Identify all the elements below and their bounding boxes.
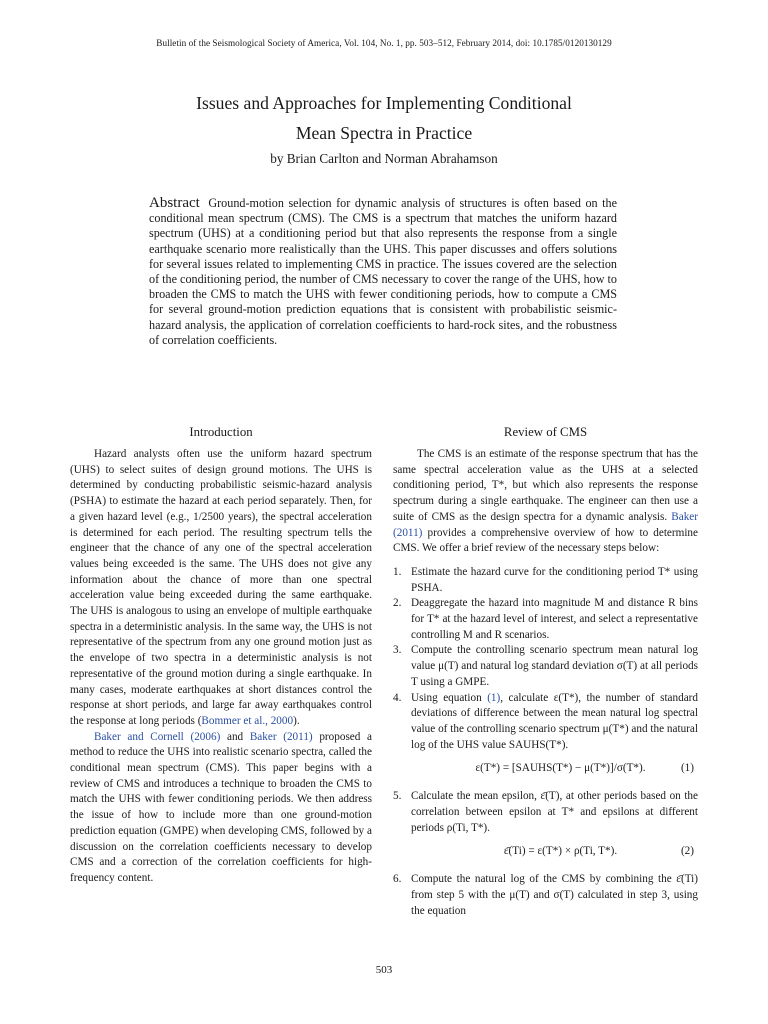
- citation-baker-2011-review[interactable]: Baker (2011): [393, 510, 698, 539]
- cms-steps-list-continued-2: [393, 872, 698, 919]
- equation-2-body: ε̄(Ti) = ε(T*) × ρ(Ti, T*).: [503, 845, 618, 858]
- citation-baker-cornell[interactable]: Baker and Cornell (2006): [94, 730, 221, 743]
- review-p1-a: The CMS is an estimate of the response spectrum that has the same spectral acceleration value as the UHS at a selected conditioning period, T*, but which also represents the response spectrum during a single earthquake. The engineer can then use a suite of CMS as the design spectra for a dynamic analysis.: [393, 448, 698, 523]
- step-item: [393, 565, 698, 596]
- step-item: [393, 643, 698, 690]
- equation-1-link[interactable]: (1): [487, 691, 501, 704]
- abstract-text: Ground-motion selection for dynamic analysis of structures is often based on the conditional mean spectrum (CMS). The CMS is a spectrum that matches the uniform hazard spectrum (UHS) at a conditioning period but that also represents the response from a single earthquake scenario more realistically than the UHS. This paper discusses and offers solutions for several issues related to implementing CMS in practice. The issues covered are the selection of the conditioning period, the number of CMS necessary to cover the range of the UHS, how to broaden the CMS to match the UHS with fewer conditioning periods, how to compute a CMS for several ground-motion prediction equations that is consistent with probabilistic seismic-hazard analysis, the application of correlation coefficients to hard-rock sites, and the robustness of correlation coefficients.: [149, 196, 617, 347]
- step-number: 1.: [393, 565, 402, 578]
- step-text-b: , calculate ε(T*), the number of standard deviations of difference between the mean natural log spectral value of the controlling scenario spectrum μ(T*) and the natural log of the UHS value SAUHS(T*).: [411, 691, 698, 751]
- step-item: [393, 872, 698, 919]
- step-text: Deaggregate the hazard into magnitude M and distance R bins for T* at the hazard level of interest, and select a representative controlling M and R scenarios.: [411, 597, 698, 641]
- step-number: 2.: [393, 597, 402, 610]
- review-paragraph-1: [393, 447, 698, 557]
- paper-title: [100, 88, 668, 148]
- review-heading: Review of CMS: [503, 425, 588, 439]
- equation-2-number: (2): [680, 845, 694, 858]
- step-item: [393, 789, 698, 836]
- introduction-heading: Introduction: [189, 425, 253, 439]
- intro-p1-end: ).: [293, 714, 300, 727]
- step-text: Compute the natural log of the CMS by combining the ε̄(Ti) from step 5 with the μ(T) and σ(T) calculated in step 3, using the equation: [411, 873, 698, 917]
- equation-1: [393, 759, 698, 777]
- intro-paragraph-1: [70, 447, 372, 730]
- intro-p2-text: proposed a method to reduce the UHS into realistic scenario spectra, called the conditional mean spectrum (CMS). This paper begins with a review of CMS and introduces a technique to broaden the CMS to match the UHS with fewer conditioning periods. We then address the issue of how to include more than one ground-motion prediction equation (GMPE) when developing CMS, followed by a discussion on the correlation coefficients necessary to develop CMS and a correction of the correlation coefficients for high-frequency content.: [70, 730, 373, 884]
- equation-1-number: (1): [680, 762, 694, 775]
- abstract-heading: Abstract: [149, 195, 200, 211]
- step-item: [393, 691, 698, 754]
- step-number: 3.: [393, 644, 402, 657]
- cms-steps-list: [393, 565, 698, 753]
- left-column: [70, 424, 372, 887]
- step-item: [393, 596, 698, 643]
- citation-bommer[interactable]: Bommer et al., 2000: [201, 714, 294, 727]
- step-text-a: Using equation: [411, 691, 488, 704]
- authors: by Brian Carlton and Norman Abrahamson: [270, 151, 498, 166]
- review-p1-b: provides a comprehensive overview of how to determine CMS. We offer a brief review of the necessary steps below:: [393, 526, 698, 555]
- step-number: 4.: [393, 691, 402, 704]
- page-number: 503: [375, 964, 393, 976]
- intro-paragraph-2: [70, 730, 372, 887]
- equation-2: [393, 842, 698, 860]
- step-text: Compute the controlling scenario spectrum mean natural log value μ(T) and natural log standard deviation σ(T) at all periods T using a GMPE.: [411, 644, 698, 688]
- abstract: [149, 196, 617, 348]
- journal-header: Bulletin of the Seismological Society of America, Vol. 104, No. 1, pp. 503–512, February 2014, doi: 10.1785/0120130129: [156, 38, 612, 48]
- cms-steps-list-continued: [393, 789, 698, 836]
- step-number: 5.: [393, 790, 402, 803]
- step-number: 6.: [393, 873, 402, 886]
- title-line-1: Issues and Approaches for Implementing Conditional: [196, 93, 572, 113]
- equation-1-body: ε(T*) = [SAUHS(T*) − μ(T*)]/σ(T*).: [475, 762, 646, 775]
- title-line-2: Mean Spectra in Practice: [295, 123, 473, 143]
- intro-p1-text: Hazard analysts often use the uniform hazard spectrum (UHS) to select suites of design ground motions. The UHS is determined by conducting probabilistic seismic-hazard analysis (PSHA) to estimate the hazard at each period separately. Then, for a given hazard level (e.g., 1/2500 years), the spectral acceleration is determined for each period. The resulting spectrum tells the engineer that the chance of any one of the spectral acceleration values being exceeded is the same. The UHS does not give any information about the chance of more than one spectral acceleration value being exceeded during the same earthquake. The UHS is analogous to using an envelope of multiple earthquake spectra in a deterministic analysis. In the same way, the UHS is not representative of the spectrum from any one ground motion just as the envelope of two spectra in a deterministic analysis is not representative of the ground motion during a single earthquake. In many cases, moderate earthquakes at short distances control the response at short periods, and large far away earthquakes control the response at long periods (: [70, 448, 372, 727]
- citation-baker-2011[interactable]: Baker (2011): [249, 730, 313, 743]
- right-column: [393, 424, 698, 920]
- step-text: Calculate the mean epsilon, ε̄(T), at other periods based on the correlation between epsilon at T* and epsilons at different periods ρ(Ti, T*).: [411, 790, 698, 834]
- step-text: Estimate the hazard curve for the conditioning period T* using PSHA.: [411, 565, 698, 594]
- intro-p2-and: and: [220, 730, 250, 743]
